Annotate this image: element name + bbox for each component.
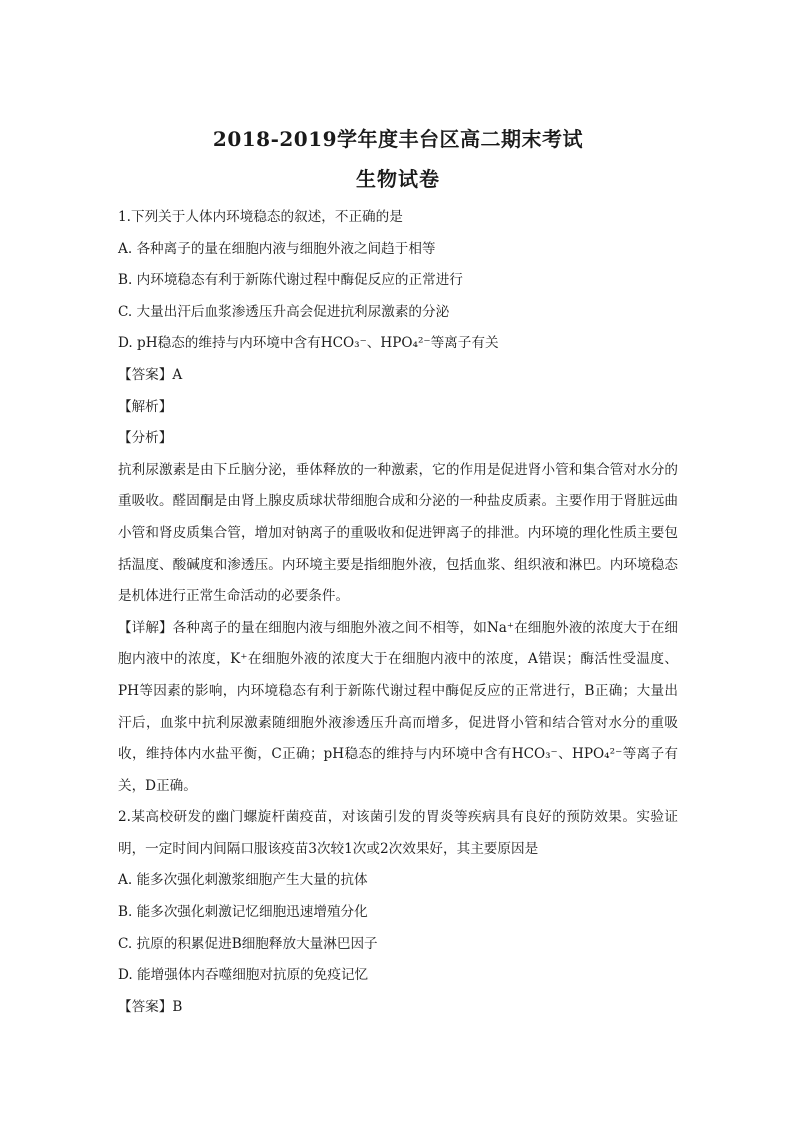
q2-option-c: C. 抗原的积累促进B细胞释放大量淋巴因子 bbox=[118, 935, 378, 952]
q1-fenxi-heading: 【分析】 bbox=[118, 430, 173, 447]
q2-stem: 2.某高校研发的幽门螺旋杆菌疫苗，对该菌引发的胃炎等疾病具有良好的预防效果。实验证明，一定时间内间隔口服该疫苗3次较1次或2次效果好，其主要原因是 bbox=[118, 809, 678, 857]
q2-option-d: D. 能增强体内吞噬细胞对抗原的免疫记忆 bbox=[118, 967, 369, 984]
q1-answer: 【答案】A bbox=[118, 366, 183, 383]
q1-option-c: C. 大量出汗后血浆渗透压升高会促进抗利尿激素的分泌 bbox=[118, 303, 450, 320]
q1-jiexi-heading: 【解析】 bbox=[118, 398, 173, 415]
q1-stem: 1.下列关于人体内环境稳态的叙述，不正确的是 bbox=[118, 209, 403, 225]
q1-analysis-paragraph: 抗利尿激素是由下丘脑分泌，垂体释放的一种激素，它的作用是促进肾小管和集合管对水分的重吸收。醛固酮是由肾上腺皮质球状带细胞合成和分泌的一种盐皮质素。主要作用于肾脏远曲小管和肾皮质集合管，增加对钠离子的重吸收和促进钾离子的排泄。内环境的理化性质主要包括温度、酸碱度和渗透压。内环境主要是指细胞外液，包括血浆、组织液和淋巴。内环境稳态是机体进行正常生命活动的必要条件。 bbox=[118, 461, 678, 605]
exam-title: 2018-2019学年度丰台区高二期末考试 bbox=[212, 127, 584, 151]
q1-option-b: B. 内环境稳态有利于新陈代谢过程中酶促反应的正常进行 bbox=[118, 272, 463, 289]
q1-option-a: A. 各种离子的量在细胞内液与细胞外液之间趋于相等 bbox=[118, 240, 436, 257]
q2-option-b: B. 能多次强化刺激记忆细胞迅速增殖分化 bbox=[118, 904, 368, 921]
exam-page bbox=[118, 124, 678, 1023]
q2-answer: 【答案】B bbox=[118, 998, 183, 1015]
q2-option-a: A. 能多次强化刺激浆细胞产生大量的抗体 bbox=[118, 872, 368, 889]
q1-detail-paragraph: 【详解】各种离子的量在细胞内液与细胞外液之间不相等，如Na⁺在细胞外液的浓度大于在细胞内液中的浓度，K⁺在细胞外液的浓度大于在细胞内液中的浓度，A错误；酶活性受温度、PH等因素的影响，内环境稳态有利于新陈代谢过程中酶促反应的正常进行，B正确；大量出汗后，血浆中抗利尿激素随细胞外液渗透压升高而增多，促进肾小管和结合管对水分的重吸收，维持体内水盐平衡，C正确；pH稳态的维持与内环境中含有HCO₃⁻、HPO₄²⁻等离子有关，D正确。 bbox=[118, 619, 678, 794]
q1-option-d: D. pH稳态的维持与内环境中含有HCO₃⁻、HPO₄²⁻等离子有关 bbox=[118, 335, 499, 352]
exam-subtitle: 生物试卷 bbox=[356, 167, 440, 191]
